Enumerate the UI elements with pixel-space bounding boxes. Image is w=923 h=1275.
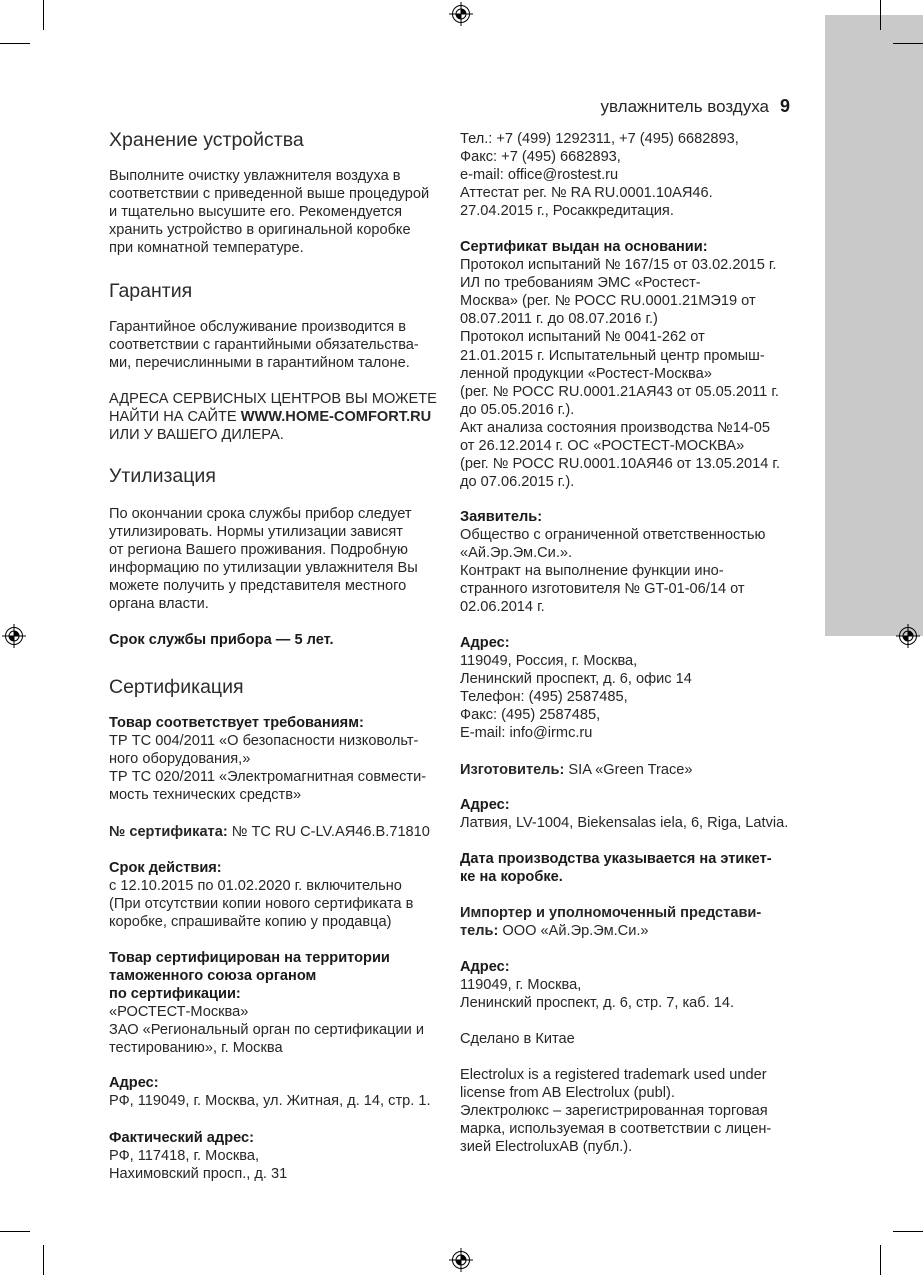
actual-address-text: РФ, 117418, г. Москва, Нахимовский просп., д. 31: [109, 1148, 288, 1183]
registration-mark-icon: [2, 624, 26, 648]
validity-label: Срок действия:: [109, 860, 222, 876]
crop-mark: [0, 43, 30, 44]
certificate-basis-section: [460, 238, 780, 491]
service-centers-text-end: ИЛИ У ВАШЕГО ДИЛЕРА.: [109, 427, 284, 444]
warranty-text: Гарантийное обслуживание производится в соответствии с гарантийными обязательства- ми, перечислинными в гарантийном талоне.: [109, 319, 419, 372]
certificate-basis-text: Протокол испытаний № 167/15 от 03.02.2015 г. ИЛ по требованиям ЭМС «Ростест- Москва» (рег. № РОСС RU.0001.21МЭ19 от 08.07.2011 г. до 08.07.2016 г.) Протокол испытаний № 0041-262 от 21.01.2015 г. Испытательный центр промыш- ленной продукции «Ростест-Москва» (рег. № РОСС RU.0001.21АЯ43 от 05.05.2011 г. до 05.05.2016 г.). Акт анализа состояния производства №14-05 от 26.12.2014 г. ОС «РОСТЕСТ-МОСКВА» (рег. № РОСС RU.0001.10АЯ46 от 13.05.2014 г. до 07.06.2015 г.).: [460, 257, 781, 491]
importer-line: [460, 904, 761, 940]
trademark-notice: Electrolux is a registered trademark used under license from AB Electrolux (publ). Электролюкс – зарегистрированная торговая марка, используемая в соответствии с лицен- зией ElectroluxAB (публ.).: [460, 1067, 772, 1156]
applicant-address-section: [460, 634, 692, 743]
crop-mark: [43, 0, 44, 30]
validity-text: с 12.10.2015 по 01.02.2020 г. включительно (При отсутствии копии нового сертификата в коробке, спрашивайте копию у продавца): [109, 878, 414, 931]
address-text: РФ, 119049, г. Москва, ул. Житная, д. 14, стр. 1.: [109, 1093, 431, 1110]
production-date-note: Дата производства указывается на этикет- ке на коробке.: [460, 851, 772, 886]
certification-body-address: [109, 1074, 431, 1110]
registration-mark-icon: [449, 2, 473, 26]
disposal-heading: Утилизация: [109, 465, 216, 487]
applicant-text: Общество с ограниченной ответственностью «Ай.Эр.Эм.Си.». Контракт на выполнение функции ино- странного изготовителя № GT-01-06/14 от 02.06.2014 г.: [460, 527, 766, 616]
manufacturer-name: SIA «Green Trace»: [564, 762, 693, 778]
requirements-text: ТР ТС 004/2011 «О безопасности низковольт- ного оборудования,» ТР ТС 020/2011 «Электромагнитная совмести- мость технических средств»: [109, 733, 427, 804]
manufacturer-address-section: [460, 796, 788, 832]
certification-body-text: «РОСТЕСТ-Москва» ЗАО «Региональный орган по сертификации и тестированию», г. Москва: [109, 1004, 425, 1057]
importer-address-label: Адрес:: [460, 959, 510, 975]
service-centers-note: [109, 390, 437, 444]
requirements-label: Товар соответствует требованиям:: [109, 715, 364, 731]
crop-mark: [43, 1245, 44, 1275]
validity-section: [109, 859, 413, 931]
crop-mark: [880, 0, 881, 30]
manufacturer-label: Изготовитель:: [460, 762, 565, 778]
manufacturer-address-text: Латвия, LV-1004, Biekensalas iela, 6, Riga, Latvia.: [460, 815, 789, 832]
certification-body-section: [109, 949, 424, 1058]
disposal-text: По окончании срока службы прибор следует утилизировать. Нормы утилизации зависят от региона Вашего проживания. Подробную информацию по утилизации увлажнителя Вы можете получить у представителя местного органа власти.: [109, 506, 418, 613]
applicant-label: Заявитель:: [460, 509, 543, 525]
page-number: 9: [779, 96, 790, 116]
service-centers-text: АДРЕСА СЕРВИСНЫХ ЦЕНТРОВ ВЫ МОЖЕТЕ НАЙТИ НА САЙТЕ: [109, 391, 437, 426]
certificate-basis-label: Сертификат выдан на основании:: [460, 239, 708, 255]
storage-heading: Хранение устройства: [109, 129, 304, 151]
applicant-section: [460, 508, 765, 617]
manufacturer-line: [460, 761, 693, 779]
running-header-title: увлажнитель воздуха: [600, 97, 769, 116]
address-label: Адрес:: [109, 1075, 159, 1091]
service-life-note: Срок службы прибора — 5 лет.: [109, 632, 334, 648]
crop-mark: [893, 43, 923, 44]
importer-label: Импортер и уполномоченный представи- тель:: [460, 905, 762, 940]
certificate-number-label: № сертификата:: [109, 824, 228, 840]
applicant-address-text: 119049, Россия, г. Москва, Ленинский проспект, д. 6, офис 14 Телефон: (495) 2587485, Факс: (495) 2587485, E-mail: info@irmc.ru: [460, 653, 692, 742]
certification-heading: Сертификация: [109, 676, 244, 698]
importer-name: ООО «Ай.Эр.Эм.Си.»: [498, 923, 649, 940]
certification-body-label: Товар сертифицирован на территории таможенного союза органом по сертификации:: [109, 950, 390, 1003]
certificate-number-value: № TC RU C-LV.АЯ46.В.71810: [227, 824, 430, 840]
actual-address-label: Фактический адрес:: [109, 1130, 255, 1146]
applicant-address-label: Адрес:: [460, 635, 510, 651]
requirements-section: [109, 714, 426, 804]
side-tab: [825, 15, 923, 636]
running-header: [601, 95, 790, 118]
made-in-note: Сделано в Китае: [460, 1031, 575, 1047]
certification-body-contacts: Тел.: +7 (499) 1292311, +7 (495) 6682893, Факс: +7 (495) 6682893, e-mail: office@rostest.ru Аттестат рег. № RA RU.0001.10АЯ46. 27.04.2015 г., Росаккредитация.: [460, 131, 739, 220]
registration-mark-icon: [449, 1248, 473, 1272]
crop-mark: [893, 1231, 923, 1232]
manufacturer-address-label: Адрес:: [460, 797, 510, 813]
importer-address-text: 119049, г. Москва, Ленинский проспект, д. 6, стр. 7, каб. 14.: [460, 977, 735, 1012]
crop-mark: [0, 1231, 30, 1232]
crop-mark: [880, 1245, 881, 1275]
service-site: WWW.HOME-COMFORT.RU: [240, 409, 432, 426]
certificate-number-line: [109, 823, 430, 841]
registration-mark-icon: [896, 624, 920, 648]
warranty-heading: Гарантия: [109, 280, 193, 302]
storage-text: Выполните очистку увлажнителя воздуха в соответствии с приведенной выше процедурой и тщательно высушите его. Рекомендуется хранить устройство в оригинальной коробке при комнатной температуре.: [109, 168, 430, 257]
certification-body-actual-address: [109, 1129, 287, 1183]
importer-address-section: [460, 958, 734, 1012]
